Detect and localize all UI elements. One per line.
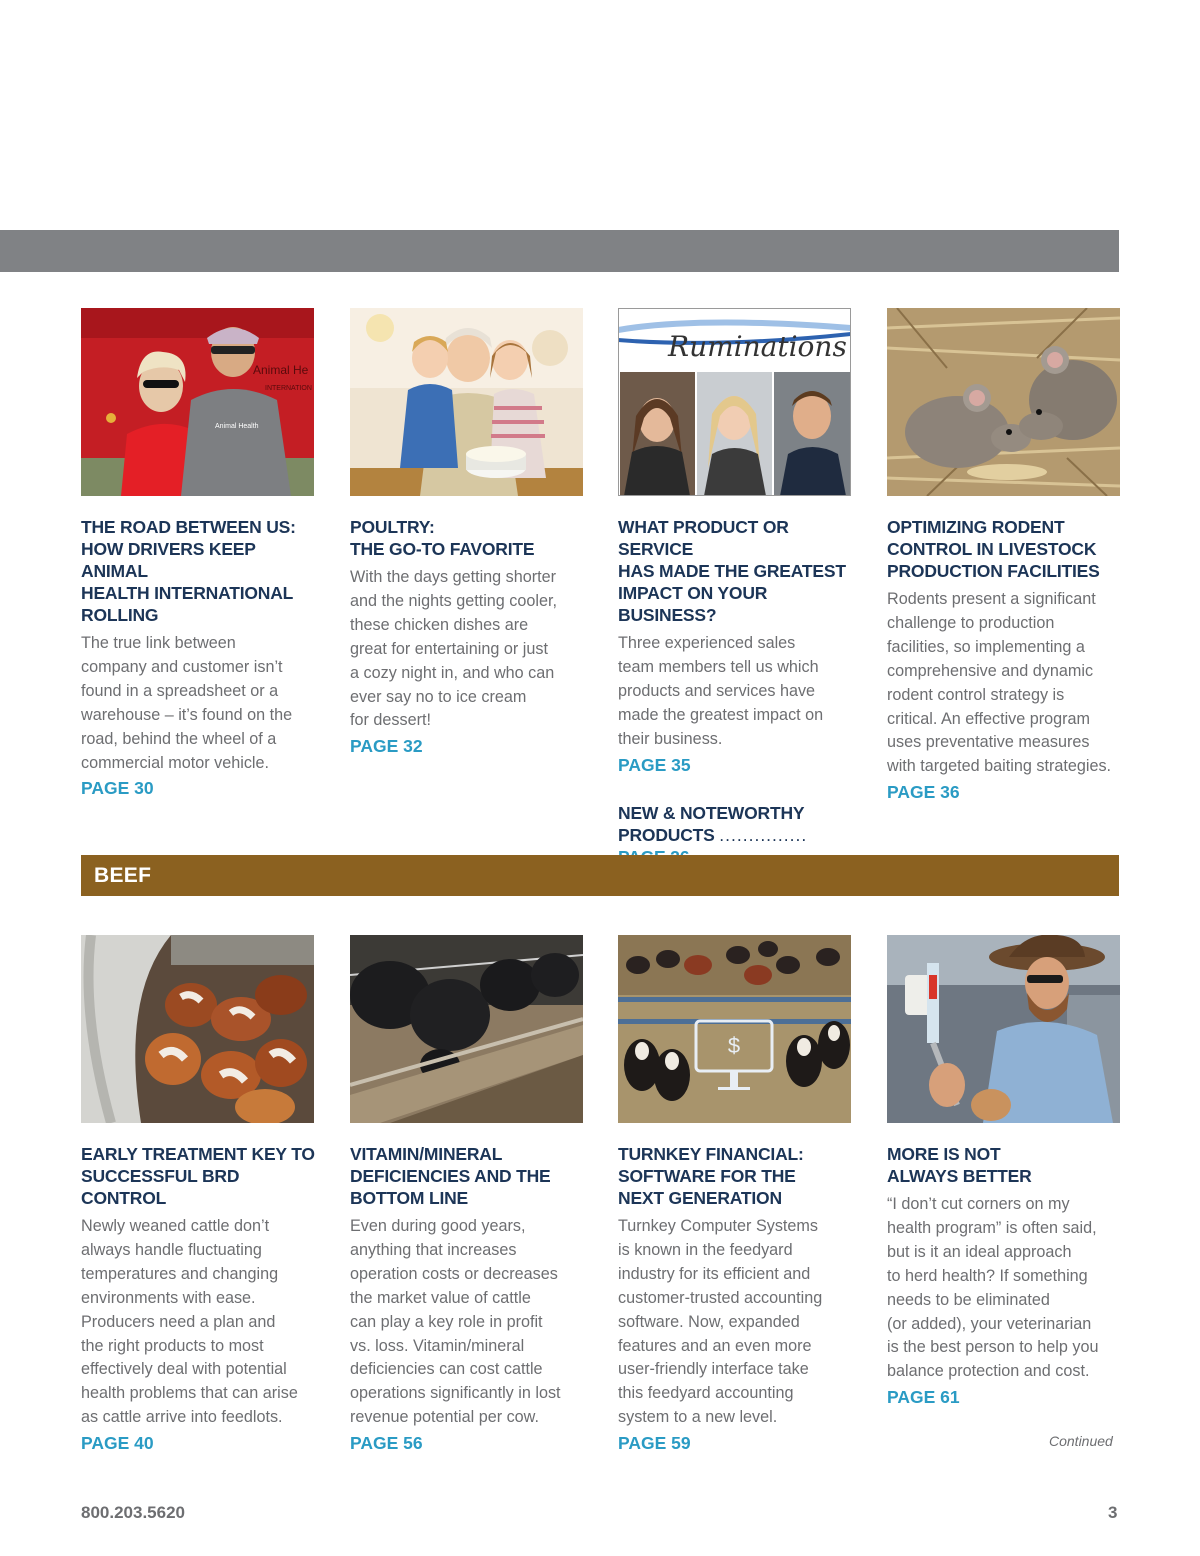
article-summary: Turnkey Computer Systems is known in the feedyard industry for its efficient and customer-trusted accounting software. Now, expanded features and an even more user-friendly interface take this feedyard accounting system to a new level. bbox=[618, 1217, 823, 1427]
page-link[interactable]: PAGE 35 bbox=[618, 754, 691, 775]
page-link[interactable]: PAGE 59 bbox=[618, 1433, 691, 1454]
article-summary: Rodents present a significant challenge to production facilities, so implementing a comprehensive and dynamic rodent control strategy is critical. An effective program uses preventative measures with targeted baiting strategies. bbox=[887, 590, 1112, 776]
article-summary: With the days getting shorter and the nights getting cooler, these chicken dishes are great for entertaining or just a cozy night in, and who can ever say no to ice cream for dessert! bbox=[350, 568, 557, 730]
article-title: POULTRY: THE GO-TO FAVORITE bbox=[350, 517, 535, 559]
article-card-rodent[interactable] bbox=[887, 308, 1123, 803]
cowboy-syringe-photo bbox=[887, 935, 1120, 1123]
drivers-photo bbox=[81, 308, 314, 496]
noteworthy-products-link[interactable]: NEW & NOTEWORTHY PRODUCTS ............... bbox=[618, 802, 808, 845]
feedyard-monitor-photo bbox=[618, 935, 851, 1123]
article-card-more-is-not-better[interactable] bbox=[887, 935, 1123, 1408]
article-summary: “I don’t cut corners on my health program” is often said, but is it an ideal approach to herd health? If something needs to be eliminated (or added), your veterinarian is the best person to help you balance protection and cost. bbox=[887, 1195, 1099, 1381]
dollar-icon: $ bbox=[727, 1033, 741, 1058]
ruminations-script: Ruminations bbox=[668, 330, 847, 363]
article-card-road[interactable] bbox=[81, 308, 317, 799]
article-title: TURNKEY FINANCIAL: SOFTWARE FOR THE NEXT GENERATION bbox=[618, 1144, 804, 1208]
page-link[interactable]: PAGE 32 bbox=[350, 736, 423, 757]
truck-subtext: INTERNATION bbox=[265, 385, 312, 392]
article-card-turnkey[interactable] bbox=[618, 935, 854, 1454]
feeding-cattle-photo bbox=[350, 935, 583, 1123]
article-summary: Even during good years, anything that increases operation costs or decreases the market value of cattle can play a key role in profit vs. loss. Vitamin/mineral deficiencies can cost cattle operations significantly in lost revenue potential per cow. bbox=[350, 1217, 561, 1427]
page-link[interactable]: PAGE 30 bbox=[81, 778, 154, 799]
article-summary: Newly weaned cattle don’t always handle fluctuating temperatures and changing environments with ease. Producers need a plan and the right products to most effectively deal with potential health problems that can arise as cattle arrive into feedlots. bbox=[81, 1217, 298, 1427]
article-card-brd[interactable] bbox=[81, 935, 317, 1454]
cattle-pen-photo bbox=[81, 935, 314, 1123]
page-link[interactable]: PAGE 40 bbox=[81, 1433, 154, 1454]
header-band bbox=[0, 230, 1119, 272]
continued-note: Continued bbox=[1049, 1433, 1113, 1449]
article-card-ruminations[interactable] bbox=[618, 308, 854, 868]
truck-text: Animal He bbox=[253, 363, 309, 377]
footer-phone: 800.203.5620 bbox=[81, 1503, 185, 1522]
article-title: VITAMIN/MINERAL DEFICIENCIES AND THE BOTTOM LINE bbox=[350, 1144, 551, 1208]
page-link[interactable]: PAGE 56 bbox=[350, 1433, 423, 1454]
article-title: WHAT PRODUCT OR SERVICE HAS MADE THE GREATEST IMPACT ON YOUR BUSINESS? bbox=[618, 517, 846, 625]
article-card-vitamin[interactable] bbox=[350, 935, 586, 1454]
ruminations-photo bbox=[618, 308, 851, 496]
article-title: THE ROAD BETWEEN US: HOW DRIVERS KEEP ANIMAL HEALTH INTERNATIONAL ROLLING bbox=[81, 517, 296, 625]
article-title: MORE IS NOT ALWAYS BETTER bbox=[887, 1144, 1032, 1186]
article-card-poultry[interactable] bbox=[350, 308, 586, 757]
article-title: OPTIMIZING RODENT CONTROL IN LIVESTOCK PRODUCTION FACILITIES bbox=[887, 517, 1100, 581]
page-link[interactable]: PAGE 61 bbox=[887, 1387, 960, 1408]
family-photo bbox=[350, 308, 583, 496]
article-title: EARLY TREATMENT KEY TO SUCCESSFUL BRD CONTROL bbox=[81, 1144, 315, 1208]
rodents-photo bbox=[887, 308, 1120, 496]
section-header-beef: BEEF bbox=[81, 855, 1119, 896]
article-summary: Three experienced sales team members tell us which products and services have made the greatest impact on their business. bbox=[618, 634, 824, 748]
page-link[interactable]: PAGE 36 bbox=[887, 782, 960, 803]
article-summary: The true link between company and customer isn’t found in a spreadsheet or a warehouse – it’s found on the road, behind the wheel of a commercial motor vehicle. bbox=[81, 634, 293, 772]
shirt-text: Animal Health bbox=[215, 423, 259, 430]
footer-page-number: 3 bbox=[1108, 1503, 1118, 1522]
